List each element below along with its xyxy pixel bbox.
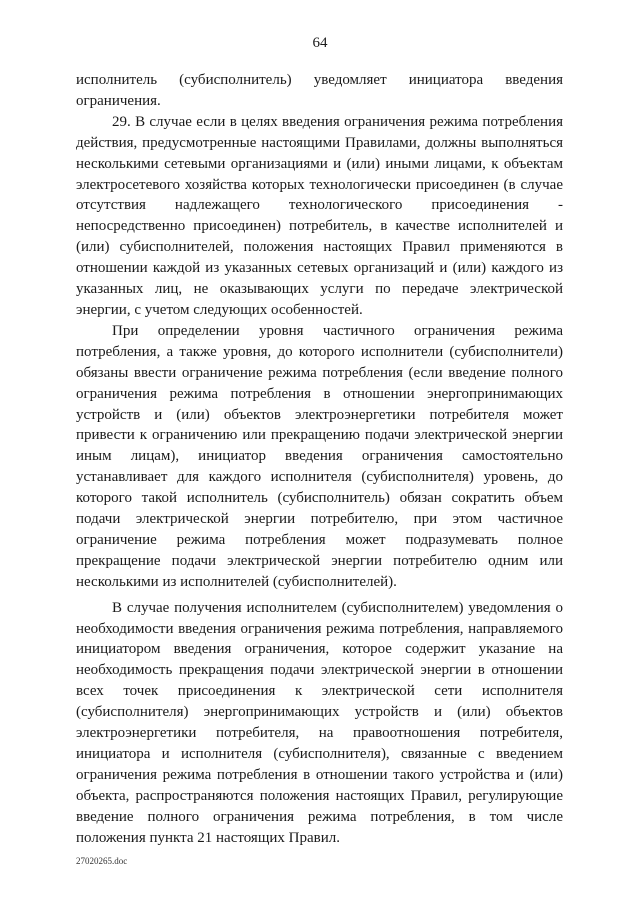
page-number: 64 (312, 35, 328, 51)
footer-filename: 27020265.doc (76, 856, 128, 866)
document-body (76, 70, 563, 849)
paragraph-full-limitation: В случае получения исполнителем (субисполнителем) уведомления о необходимости введения ограничения режима потребления, направляемого инициатором введения ограничения, которое содержит указание на необходимость прекращения подачи электрической энергии в отношении всех точек присоединения к электрической сети исполнителя (субисполнителя) энергопринимающих устройств и (или) объектов электроэнергетики потребителя, на правоотношения потребителя, инициатора и исполнителя (субисполнителя), связанные с введением ограничения режима потребления в отношении такого устройства и (или) объекта, распространяются положения настоящих Правил, регулирующие введение полного ограничения режима потребления, в том числе положения пункта 21 настоящих Правил. (76, 599, 563, 846)
paragraph-item-29: 29. В случае если в целях введения ограничения режима потребления действия, предусмотренные настоящими Правилами, должны выполняться несколькими сетевыми организациями и (или) иными лицами, к объектам электросетевого хозяйства которых технологически присоединен (в случае отсутствия надлежащего технологического присоединения - непосредственно присоединен) потребитель, в качестве исполнителей и (или) субисполнителей, положения настоящих Правил применяются в отношении каждой из указанных сетевых организаций и (или) каждого из указанных лиц, не оказывающих услуги по передаче электрической энергии, с учетом следующих особенностей. (76, 113, 563, 318)
paragraph-partial-limitation: При определении уровня частичного ограничения режима потребления, а также уровня, до которого исполнители (субисполнители) обязаны ввести ограничение режима потребления (если введение полного ограничения режима потребления в отношении энергопринимающих устройств и (или) объектов электроэнергетики потребителя может привести к ограничению или прекращению подачи электрической энергии иным лицам), инициатор введения ограничения самостоятельно устанавливает для каждого исполнителя (субисполнителя) уровень, до которого такой исполнитель (субисполнитель) обязан сократить объем подачи электрической энергии потребителю, при этом частичное ограничение режима потребления может подразумевать полное прекращение подачи электрической энергии потребителю одним или несколькими из исполнителей (субисполнителей). (76, 322, 563, 590)
paragraph-continuation: исполнитель (субисполнитель) уведомляет инициатора введения ограничения. (76, 72, 563, 109)
